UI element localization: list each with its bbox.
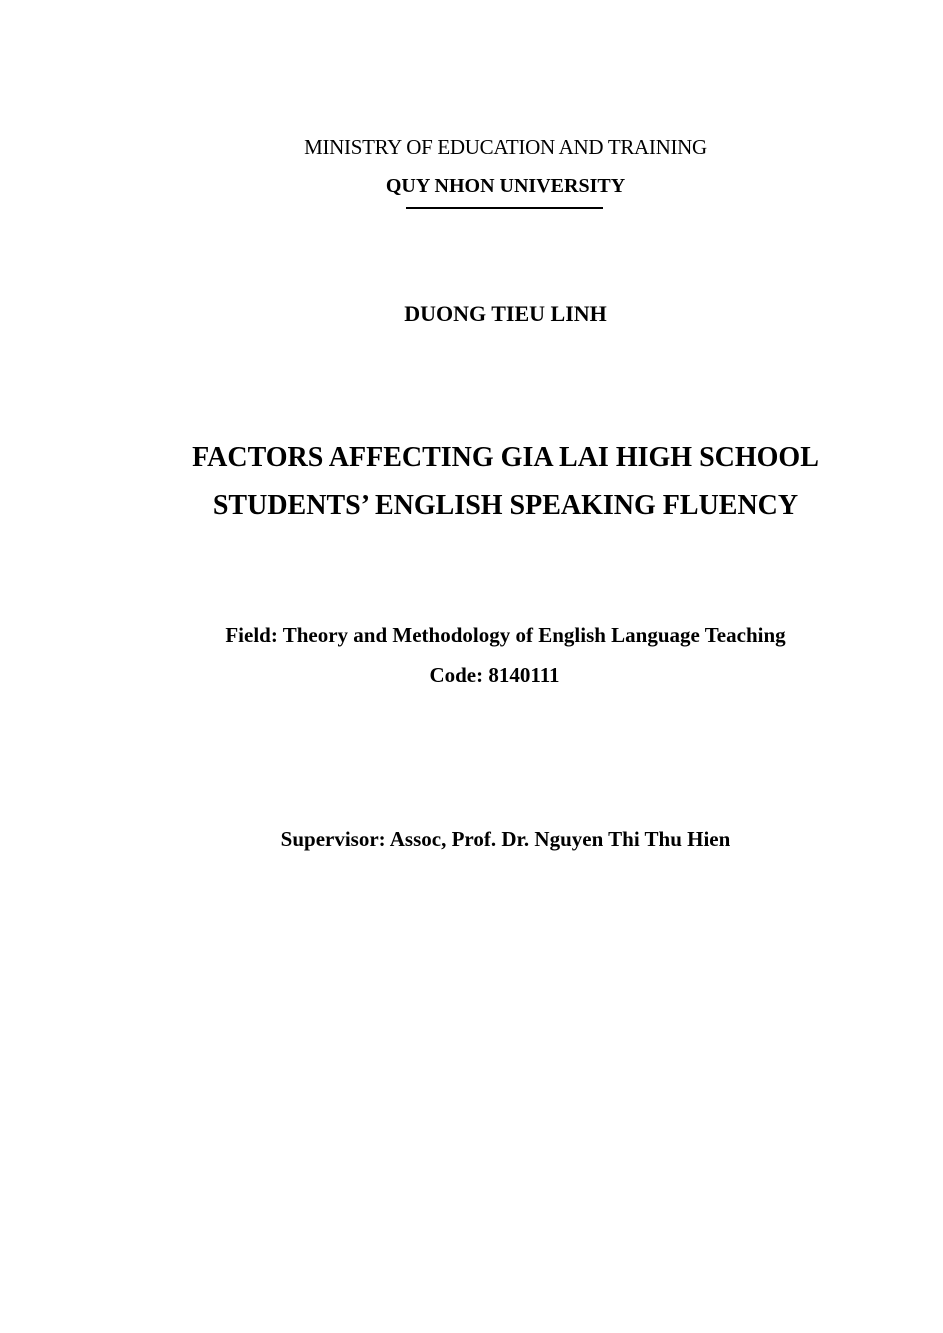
author-name: DUONG TIEU LINH [404,301,607,326]
field-of-study: Field: Theory and Methodology of English Language Teaching [225,623,786,647]
field-code: Code: 8140111 [429,663,560,687]
heading-divider [406,207,603,209]
university-heading: QUY NHON UNIVERSITY [385,175,626,197]
supervisor-line: Supervisor: Assoc, Prof. Dr. Nguyen Thi Thu Hien [280,827,731,851]
thesis-title-line-2: STUDENTS’ ENGLISH SPEAKING FLUENCY [212,490,799,521]
thesis-title-line-1: FACTORS AFFECTING GIA LAI HIGH SCHOOL [192,442,819,473]
ministry-heading: MINISTRY OF EDUCATION AND TRAINING [304,135,707,159]
